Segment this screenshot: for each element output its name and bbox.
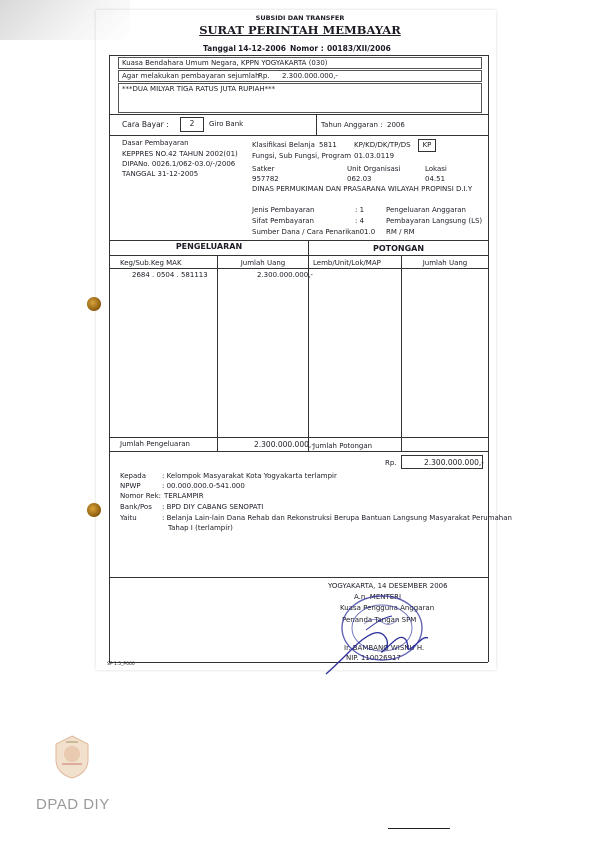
method-code: 2 [180,117,204,132]
sign-office: Kuasa Pengguna Anggaran [340,604,435,612]
jenis-desc: Pengeluaran Anggaran [386,206,466,214]
amount-words-box [118,83,482,113]
frame-top [109,55,488,56]
sumber-label: Sumber Dana / Cara Penarikan [252,228,360,236]
col-jumlah-potongan: Jumlah Uang [422,259,468,267]
addressee-line: Kuasa Bendahara Umum Negara, KPPN YOGYAKARTA (030) [122,59,328,67]
table-bottom [109,451,488,452]
sign-an: A.n. MENTERI [354,593,402,601]
bank-value: : BPD DIY CABANG SENOPATI [162,503,264,511]
sign-role: Penanda Tangan SPM [342,616,417,624]
rp-label: Rp. [385,459,397,467]
pengeluaran-heading: PENGELUARAN [175,242,243,251]
total-label: Jumlah Pengeluaran [120,440,190,448]
date-label: Tanggal [203,44,236,53]
unit-value: 062.03 [347,175,372,183]
binder-hole-top [87,297,101,311]
table-total-divider [109,437,488,438]
fungsi-value: 01.03.0119 [354,152,395,160]
rek-value: TERLAMPIR [164,492,204,500]
signature-divider [109,577,488,578]
rek-label: Nomor Rek: [120,492,161,500]
divider-year [316,115,317,135]
number-value: 00183/XII/2006 [327,44,391,53]
sifat-value: : 4 [355,217,365,225]
belanja-value: 5811 [319,141,337,149]
method-name: Giro Bank [209,120,244,128]
top-label: SUBSIDI DAN TRANSFER [255,14,345,22]
sumber-desc: RM / RM [386,228,415,236]
method-label: Cara Bayar : [122,120,169,129]
basis-line-1: KEPPRES NO.42 TAHUN 2002(01) [122,150,238,158]
total-value: 2.300.000.000,- [254,440,314,449]
dpad-logo-watermark [52,734,92,780]
frame-left [109,55,110,662]
bottom-rule [388,828,450,829]
binder-hole-bottom [87,503,101,517]
amount-currency: Rp. [258,72,270,80]
amount-words: ***DUA MILYAR TIGA RATUS JUTA RUPIAH*** [122,85,276,93]
belanja-label: Klasifikasi Belanja [252,141,315,149]
satker-label: Satker [252,165,275,173]
sign-name: Ir. BAMBANG WISNU H. [344,644,425,652]
col-lembaga: Lemb/Unit/Lok/MAP [313,259,381,267]
divider-2 [109,135,488,136]
table-top [109,240,488,241]
page-title: SURAT PERINTAH MEMBAYAR [199,23,401,37]
kepada-label: Kepada [120,472,147,480]
row-kegiatan: 2684 . 0504 . 581113 [132,271,208,279]
table-vline-3 [401,255,402,451]
sifat-label: Sifat Pembayaran [252,217,314,225]
sifat-desc: Pembayaran Langsung (LS) [386,217,483,225]
dinas-name: DINAS PERMUKIMAN DAN PRASARANA WILAYAH PROPINSI D.I.Y [252,185,473,193]
sign-nip: NIP. 110026917 [346,654,401,662]
fungsi-label: Fungsi, Sub Fungsi, Program [252,152,352,160]
lokasi-label: Lokasi [425,165,447,173]
kp-box: KP [418,139,436,152]
table-header-divider [109,255,488,256]
basis-line-2: DIPANo. 0026.1/062-03.0/-/2006 [122,160,236,168]
npwp-value: : 00.000.000.0-541.000 [162,482,245,490]
potongan-total-label: Jumlah Potongan [313,442,373,450]
lokasi-value: 04.51 [425,175,446,183]
table-col-divider [109,268,488,269]
row-jumlah: 2.300.000.000,- [257,271,313,279]
satker-value: 957782 [252,175,279,183]
yaitu-line-2: Tahap I (terlampir) [168,524,233,532]
kepada-value: : Kelompok Masyarakat Kota Yogyakarta terlampir [162,472,337,480]
number-label: Nomor : [290,44,324,53]
unit-label: Unit Organisasi [347,165,401,173]
jenis-label: Jenis Pembayaran [252,206,315,214]
divider-1 [109,114,488,115]
table-vline-1 [217,255,218,451]
col-kegiatan: Keg/Sub.Keg MAK [120,259,182,267]
addressee-box [118,57,482,69]
kp-codes: KP/KD/DK/TP/DS [354,141,411,149]
yaitu-line-1: : Belanja Lain-lain Dana Rehab dan Rekonstruksi Berupa Bantuan Langsung Masyarakat Perumahan [162,514,512,522]
sign-place-date: YOGYAKARTA, 14 DESEMBER 2006 [328,582,448,590]
date-value: 14-12-2006 [238,44,286,53]
amount-value: 2.300.000.000,- [282,72,338,80]
bank-label: Bank/Pos [120,503,152,511]
jenis-value: : 1 [355,206,365,214]
sumber-value: : 01.0 [355,228,376,236]
potongan-heading: POTONGAN [372,244,425,253]
year-label: Tahun Anggaran : [321,121,383,129]
amount-label: Agar melakukan pembayaran sejumlah [122,72,260,80]
basis-label: Dasar Pembayaran [122,139,189,147]
basis-line-3: TANGGAL 31-12-2005 [122,170,199,178]
amount-box [118,70,482,82]
watermark-text: DPAD DIY [36,796,110,813]
year-value: 2006 [387,121,405,129]
rp-value: 2.300.000.000,- [424,458,484,467]
npwp-label: NPWP [120,482,141,490]
yaitu-label: Yaitu [120,514,137,522]
form-code: SP 1.5_P000 [107,662,135,667]
col-jumlah: Jumlah Uang [240,259,286,267]
frame-right [488,55,489,662]
handwritten-signature [322,610,432,680]
